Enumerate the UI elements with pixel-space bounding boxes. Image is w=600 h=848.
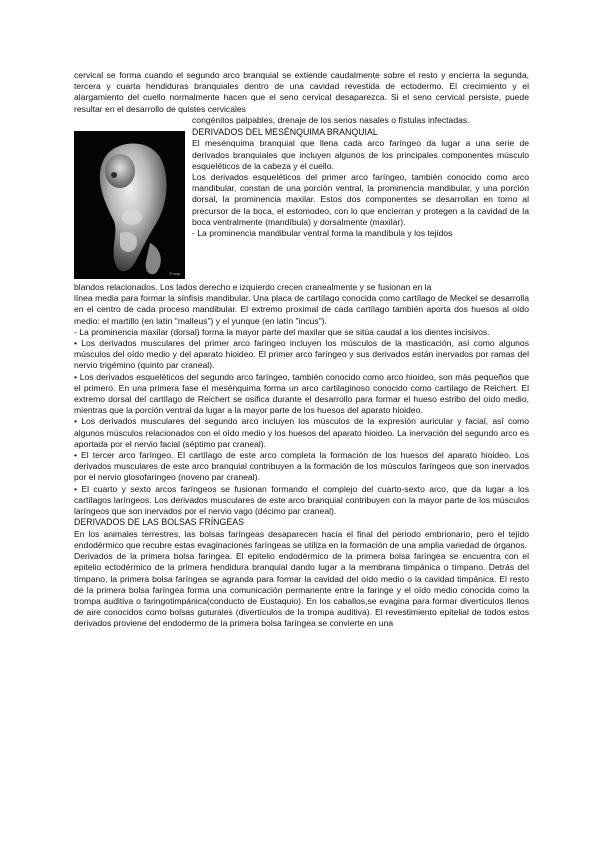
section1-paragraph-2: Los derivados esqueléticos del primer arco faríngeo, también conocido como arco mandibular, constan de una porción ventral, la prominencia mandibular, y una porción dorsal, la prominencia maxilar. Estos dos componentes se desarrollan en torno al precursor de la boca, el estomodeo, con lo que encierran y protegen a la cavidad de la boca ventralmente (mandíbula) y dorsalmente (maxilar). xyxy=(192,172,529,227)
body-paragraph: • Los derivados esqueléticos del segundo arco faríngeo, también conocido como arco hioideo, son más pequeños que el primero. En una primera fase el mesénquima forma un arco cartilaginoso conocido como cartílago de Reichert. El extremo dorsal del cartílago de Reichert se osifica durante el desarrollo para formar el hueso estribo del oído medio, mientras que la porción ventral da lugar a la mayor parte de los huesos del aparato hioideo. xyxy=(74,371,529,416)
figure-caption-mark: © cop. xyxy=(169,271,181,277)
section-heading-mesenquima: DERIVADOS DEL MESÉNQUIMA BRANQUIAL xyxy=(192,127,378,138)
body-paragraph: • El cuarto y sexto arcos faríngeos se fusionan formando el complejo del cuarto-sexto arco, que da lugar a los cartílagos laríngeos. Los derivados musculares de este arco branquial contribuyen con la mayor parte de los músculos laríngeos que son inervados por el nervio vago (décimo par craneal). xyxy=(74,483,529,517)
body-paragraph: línea media para formar la sínfisis mandibular. Una placa de cartílago conocida como cartílago de Meckel se desarrolla en el centro de cada proceso mandibular. El extremo proximal de cada cartílago también aporta dos huesos al oído medio: el martillo (en latín "malleus") y el yunque (en latín "incus"). xyxy=(74,293,529,326)
intro-paragraph-tail: congénitos palpables, drenaje de los senos nasales o fístulas infectadas. xyxy=(192,114,470,125)
figure-side-text xyxy=(192,127,529,239)
section2-paragraph-1: En los animales terrestres, las bolsas faríngeas desaparecen hacia el final del periodo embrionario, pero el tejido endodérmico que recubre estas evaginaciones faríngeas se utiliza en la formación de una amplia variedad de órganos. xyxy=(74,528,529,550)
figure-section xyxy=(74,127,529,285)
document-page xyxy=(74,70,529,630)
section1-paragraph-3: - La prominencia mandibular ventral forma la mandíbula y los tejidos xyxy=(192,228,453,239)
body-paragraph: • El tercer arco faríngeo. El cartílago de este arco completa la formación de los huesos del aparato hioideo. Los derivados musculares de este arco branquial contribuyen a la formación de los músculos faríngeos que son inervados por el nervio glosofaríngeo (noveno par craneal). xyxy=(74,450,529,483)
section2-paragraph-2: Derivados de la primera bolsa faríngea. El epitelio endodérmico de la primera bolsa faríngea se encuentra con el epitelio ectodérmico de la primera hendidura branquial dando lugar a la membrana timpánica o tímpano. Detrás del tímpano, la primera bolsa faríngea se agranda para formar la cavidad del oído medio o la cavidad timpánica. El resto de la primera bolsa faríngea forma una comunicación permanente entre la faringe y el oído medio conocida como la trompa auditiva o faringotimpánica(conducto de Eustaquio). En los caballos,se evagina para formar divertículos llenos de aire conocidos como bolsas guturales (divertículos de la trompa auditiva). El revestimiento epitelial de todos estos derivados proviene del endodermo de la primera bolsa faríngea se convierte en una xyxy=(74,551,529,629)
body-paragraph: blandos relacionados. Los lados derecho e izquierdo crecen cranealmente y se fusionan en la xyxy=(74,282,432,293)
intro-paragraph: cervical se forma cuando el segundo arco branquial se extiende caudalmente sobre el resto y encierra la segunda, tercera y cuarta hendiduras branquiales dentro de una cavidad revestida de ectodermo. El crecimiento y el alargamiento del cuello normalmente hacen que el seno cervical desaparezca. Si el seno cervical persiste, puede resultar en el desarrollo de quistes cervicales xyxy=(74,70,529,114)
body-paragraph: - La prominencia maxilar (dorsal) forma la mayor parte del maxilar que se sitúa caudal a los dientes incisivos. xyxy=(74,326,490,337)
section-heading-bolsas: DERIVADOS DE LAS BOLSAS FRÍNGEAS xyxy=(74,517,244,528)
embryo-photo-icon xyxy=(74,131,185,279)
section1-paragraph-1: El mesénquima branquial que llena cada arco faríngeo da lugar a una serie de derivados branquiales que incluyen algunos de los principales componentes músculo esqueléticos de la cabeza y el cuello. xyxy=(192,138,529,171)
body-text xyxy=(74,282,529,630)
body-paragraph: • Los derivados musculares del segundo arco incluyen los músculos de la expresión auricular y facial, así como algunos músculos relacionados con el oído medio y los huesos del aparato hioideo. La inervación del segundo arco es aportada por el nervio facial (séptimo par craneal). xyxy=(74,416,529,449)
body-paragraph: • Los derivados musculares del primer arco faríngeo incluyen los músculos de la masticación, así como algunos músculos del oído medio y del aparato hioideo. El primer arco faríngeo y sus derivados están inervados por ramas del nervio trigémino (quinto par craneal). xyxy=(74,338,529,371)
